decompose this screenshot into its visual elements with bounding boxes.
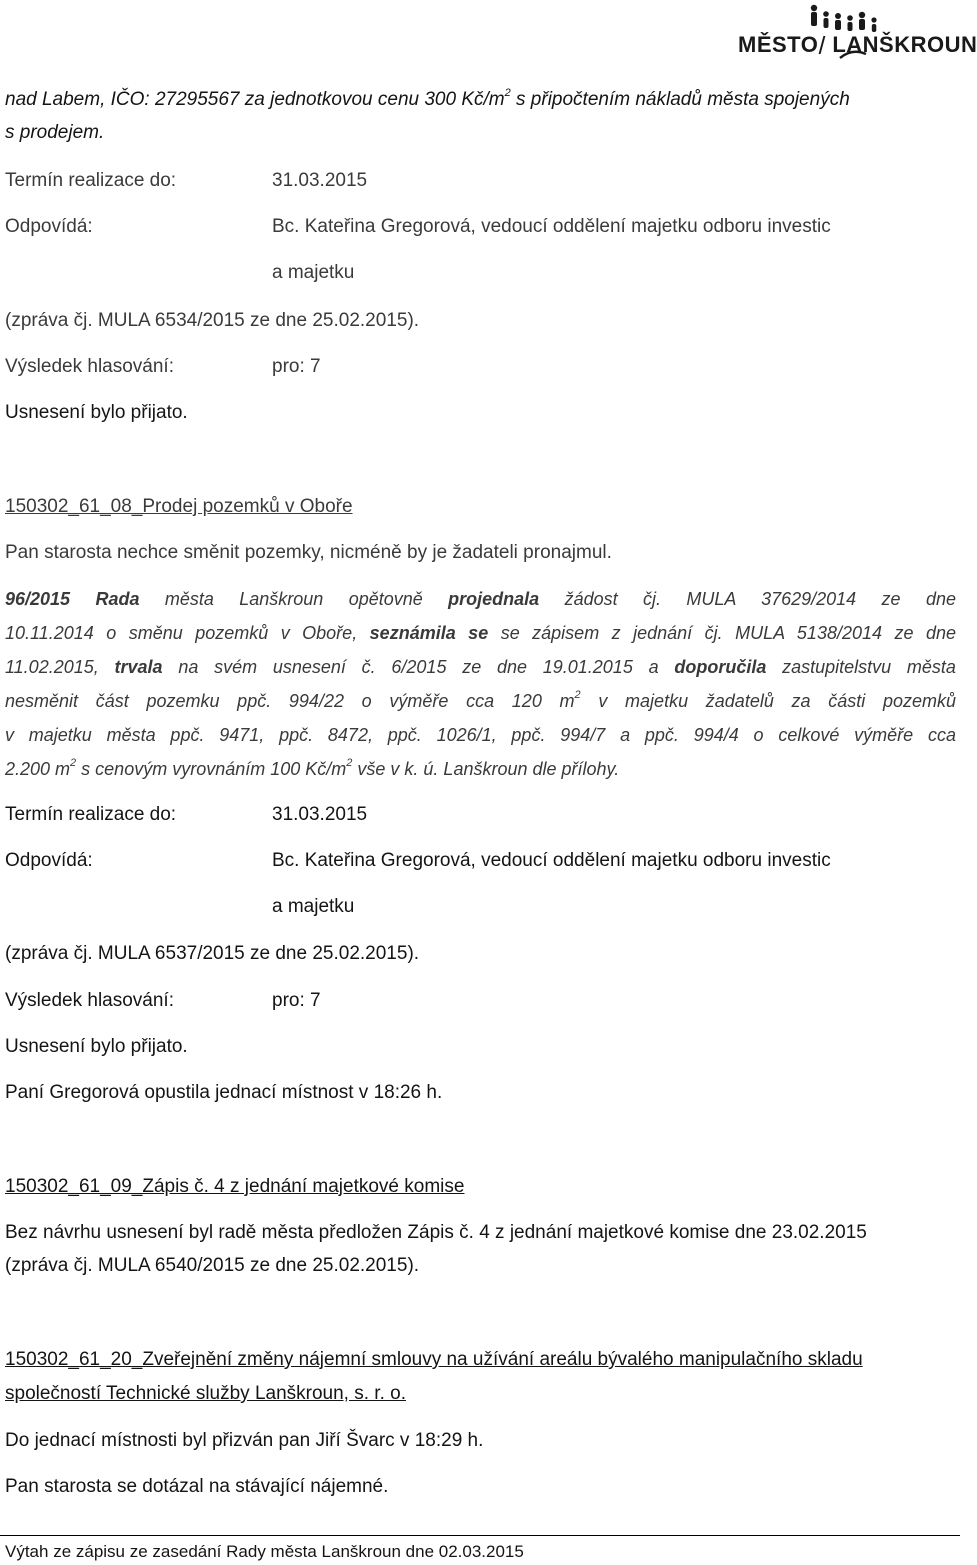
termin-label: Termín realizace do: bbox=[5, 170, 177, 191]
block1-line2: s prodejem. bbox=[5, 122, 105, 143]
departure-note: Paní Gregorová opustila jednací místnost v 18:26 h. bbox=[5, 1082, 443, 1103]
termin-label-2: Termín realizace do: bbox=[5, 804, 177, 825]
odpovida-value-2: Bc. Kateřina Gregorová, vedoucí oddělení majetku odboru investic bbox=[272, 850, 831, 871]
resolution-line-4: nesměnit část pozemku ppč. 994/22 o výměře cca 120 $m^2$ v majetku žadatelů za části pozemků bbox=[5, 689, 956, 711]
resolution-line-1: 96/2015 Rada města Lanškroun opětovně projednala žádost čj. MULA 37629/2014 ze dne bbox=[5, 589, 956, 609]
zprava-ref: (zpráva čj. MULA 6534/2015 ze dne 25.02.2015). bbox=[5, 310, 420, 331]
odpovida-value: Bc. Kateřina Gregorová, vedoucí oddělení majetku odboru investic bbox=[272, 216, 831, 237]
vysledek-label-2: Výsledek hlasování: bbox=[5, 990, 174, 1011]
block1-line1: nad Labem, IČO: 27295567 za jednotkovou cenu 300 $Kč/m^2$ s připočtením nákladů města spojených bbox=[5, 86, 850, 110]
section-20-line-2: Pan starosta se dotázal na stávající nájemné. bbox=[5, 1476, 389, 1497]
footer-text: Výtah ze zápisu ze zasedání Rady města Lanškroun dne 02.03.2015 bbox=[5, 1542, 524, 1561]
section-09-line-1: Bez návrhu usnesení byl radě města předložen Zápis č. 4 z jednání majetkové komise dne 23.02.2015 bbox=[5, 1222, 867, 1243]
section-20-heading: 150302_61_20_Zveřejnění změny nájemní smlouvy na užívání areálu bývalého manipulačního skladu bbox=[5, 1349, 863, 1370]
vysledek-value-2: pro: 7 bbox=[272, 990, 321, 1011]
odpovida-value-cont: a majetku bbox=[272, 262, 355, 283]
usneseni-status-2: Usnesení bylo přijato. bbox=[5, 1036, 188, 1057]
section-09-line-2: (zpráva čj. MULA 6540/2015 ze dne 25.02.2015). bbox=[5, 1255, 420, 1276]
usneseni-status: Usnesení bylo přijato. bbox=[5, 402, 188, 423]
zprava-ref-2: (zpráva čj. MULA 6537/2015 ze dne 25.02.2015). bbox=[5, 943, 420, 964]
section-08-heading: 150302_61_08_Prodej pozemků v Oboře bbox=[5, 496, 353, 517]
resolution-line-2: 10.11.2014 o směnu pozemků v Oboře, seznámila se se zápisem z jednání čj. MULA 5138/2014 ze dne bbox=[5, 623, 956, 643]
odpovida-label-2: Odpovídá: bbox=[5, 850, 93, 871]
resolution-line-3: 11.02.2015, trvala na svém usnesení č. 6/2015 ze dne 19.01.2015 a doporučila zastupitelstvu města bbox=[5, 657, 956, 677]
vysledek-label: Výsledek hlasování: bbox=[5, 356, 174, 377]
termin-value: 31.03.2015 bbox=[272, 170, 368, 191]
city-logo bbox=[738, 2, 977, 72]
termin-value-2: 31.03.2015 bbox=[272, 804, 368, 825]
footer-rule bbox=[0, 1535, 960, 1536]
logo-word-mesto: MĚSTO bbox=[738, 32, 819, 57]
section-09-heading: 150302_61_09_Zápis č. 4 z jednání majetkové komise bbox=[5, 1176, 465, 1197]
vysledek-value: pro: 7 bbox=[272, 356, 321, 377]
logo-word-lanskroun: LANŠKROUN bbox=[832, 32, 977, 57]
section-08-intro: Pan starosta nechce směnit pozemky, nicméně by je žadateli pronajmul. bbox=[5, 542, 612, 563]
resolution-line-6: 2.200 $m^2$ s cenovým vyrovnáním 100 $Kč/m^2$ vše v k. ú. Lanškroun dle přílohy. bbox=[5, 757, 620, 779]
section-20-heading-cont: společností Technické služby Lanškroun, s. r. o. bbox=[5, 1383, 406, 1404]
resolution-line-5: v majetku města ppč. 9471, ppč. 8472, ppč. 1026/1, ppč. 994/7 a ppč. 994/4 o celkové výměře cca bbox=[5, 725, 956, 745]
odpovida-value-2-cont: a majetku bbox=[272, 896, 355, 917]
odpovida-label: Odpovídá: bbox=[5, 216, 93, 237]
section-20-line-1: Do jednací místnosti byl přizván pan Jiří Švarc v 18:29 h. bbox=[5, 1430, 484, 1451]
